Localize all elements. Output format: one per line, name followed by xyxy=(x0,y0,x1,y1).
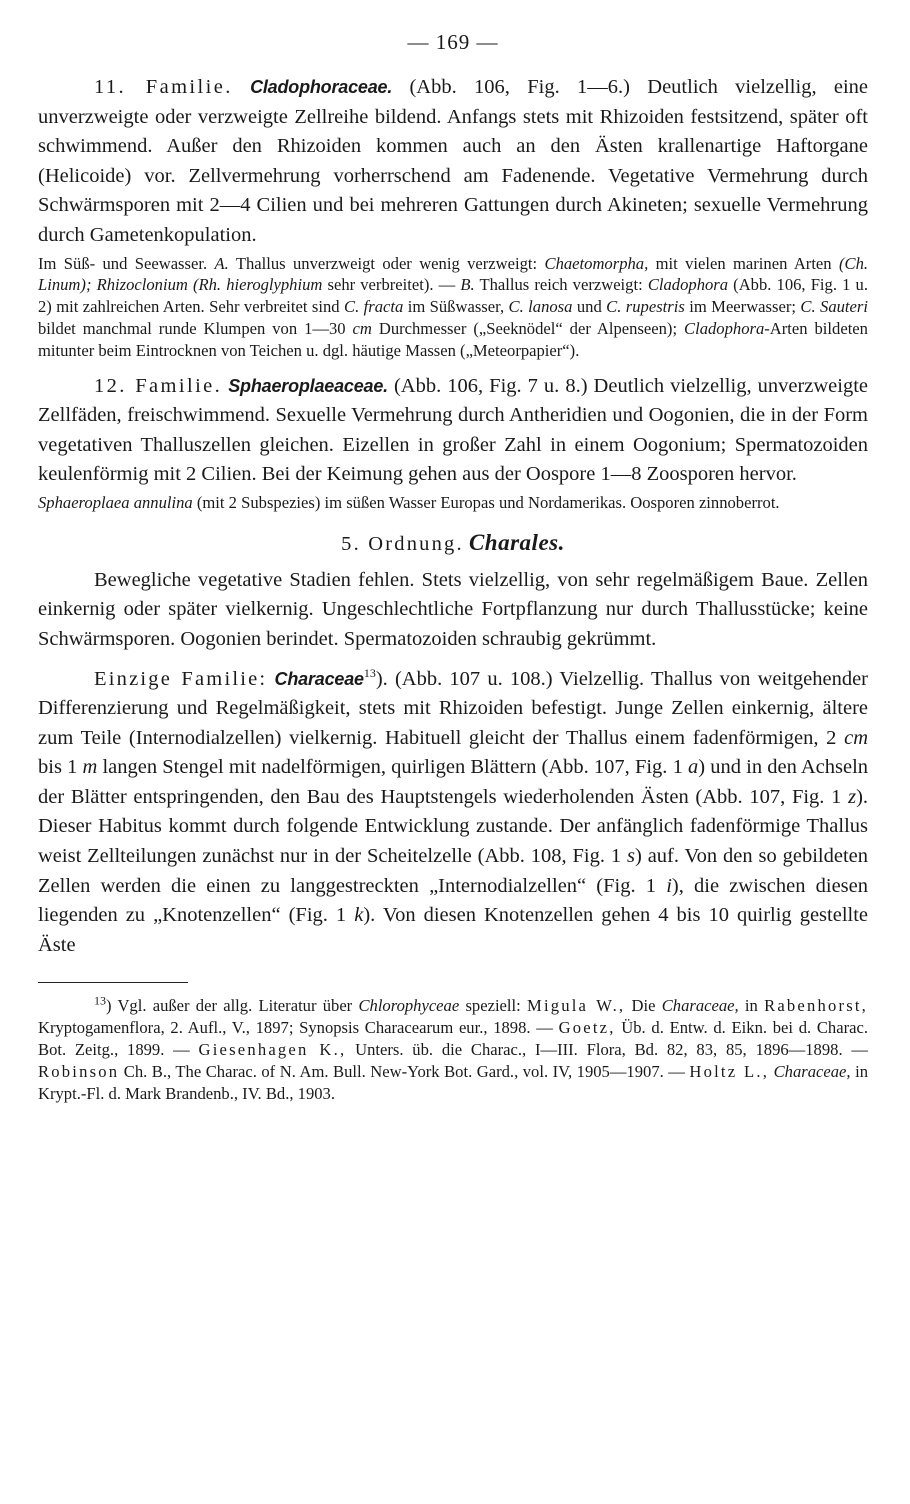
footnote-text: Ch. B., The Charac. of N. Am. Bull. New-York Bot. Gard., vol. IV, 1905—1907. — xyxy=(123,1062,685,1082)
footnote-13 xyxy=(38,995,868,1105)
taxon-characeae: Characeae, xyxy=(773,1062,851,1082)
footnote-text: ) Vgl. außer der allg. Literatur über xyxy=(106,996,353,1016)
footnote-divider xyxy=(38,982,188,983)
taxon-characeae: Characeae, xyxy=(661,996,739,1016)
family-11-text: (Abb. 106, Fig. 1—6.) Deutlich vielzellig, eine unverzweigte oder verzweigte Zellreihe bildend. Anfangs stets mit Rhizoiden festsitzend, später oft schwimmend. Außer den Rhizoiden kommen auch an den Ästen krallenartige Haftorgane (Helicoide) vor. Zellvermehrung vorherrschend am Fadenende. Vegetative Vermehrung durch Schwärmsporen mit 2—4 Cilien und bei mehreren Gattungen durch Akineten; sexuelle Vermehrung durch Gametenkopulation. xyxy=(38,76,869,246)
family-12-text: (Abb. 106, Fig. 7 u. 8.) Deutlich vielzellig, unverzweigte Zellfäden, freischwimmend. Sexuelle Vermehrung durch Antheridien und Oogonien, die in der Form vegetativen Thalluszellen gleichen. Eizellen in großer Zahl in einem Oogonium; Spermatozoiden keulenförmig mit 2 Cilien. Bei der Keimung gehen aus der Oospore 1—8 Zoosporen hervor. xyxy=(38,374,869,486)
body-text: ). Von diesen Knotenzellen gehen 4 bis 10 quirlig gestellte Äste xyxy=(38,904,869,956)
note-letter-b: B. xyxy=(460,275,475,295)
note-letter-a: A. xyxy=(214,253,229,273)
body-text: ) auf. Von den so gebildeten Zellen werden die einen zu langgestreckten „Internodialzellen“ (Fig. 1 xyxy=(38,845,869,897)
order-label: 5. Ordnung. xyxy=(341,532,464,555)
note-text: Thallus unverzweigt oder wenig verzweigt: xyxy=(235,253,538,273)
genus-cladophora: Cladophora xyxy=(647,275,729,295)
note-text: (Abb. 106, Fig. 1 u. 2) mit zahlreichen Arten. Sehr verbreitet sind xyxy=(38,275,868,317)
footnote-text: in xyxy=(744,996,758,1016)
species-ch-linum: (Ch. Linum); xyxy=(38,253,869,295)
author-rabenhorst: Rabenhorst, xyxy=(764,996,869,1016)
page-number: — 169 — xyxy=(407,30,499,54)
genus-cladophora: Cladophora xyxy=(684,318,765,338)
author-migula: Migula W., xyxy=(526,996,626,1016)
note-text: und xyxy=(576,297,602,317)
figure-letter: z xyxy=(848,785,857,808)
note-text: Im Süß- und Seewasser. xyxy=(38,253,208,273)
body-text: ) und in den Achseln der Blätter entspringenden, den Bau des Hauptstengels wiederholenden Ästen (Abb. 107, Fig. 1 xyxy=(38,756,869,808)
species-c-rupestris: C. rupestris xyxy=(606,297,685,317)
unit-m: m xyxy=(82,756,98,779)
footnote-text: Üb. d. Entw. d. Eikn. bei d. Charac. Bot. Zeitg., 1899. — xyxy=(38,1018,868,1060)
family-12-note xyxy=(38,492,868,514)
footnote-ref: 13 xyxy=(363,665,376,680)
body-text: ). Dieser Habitus kommt durch folgende Entwicklung zustande. Der anfänglich fadenförmige Thallus weist Zellteilungen zunächst nur in der Scheitelzelle (Abb. 108, Fig. 1 xyxy=(38,785,869,868)
note-text: Durchmesser („Seeknödel“ der Alpenseen); xyxy=(378,318,678,338)
note-text: sehr verbreitet). — xyxy=(327,275,456,295)
note-text: bildet manchmal runde Klumpen von 1—30 xyxy=(38,318,346,338)
order-taxon: Charales. xyxy=(468,529,565,555)
footnote-text: in Krypt.-Fl. d. Mark Brandenb., IV. Bd., 1903. xyxy=(38,1062,868,1104)
species-c-lanosa: C. lanosa xyxy=(508,297,573,317)
footnote-text: Unters. üb. die Charac., I—III. Flora, Bd. 82, 83, 85, 1896—1898. — xyxy=(355,1040,868,1060)
family-11-taxon: Cladophoraceae. xyxy=(250,77,393,97)
family-11-label: 11. Familie. xyxy=(94,76,233,98)
author-robinson: Robinson xyxy=(38,1062,120,1082)
body-text: ). (Abb. 107 u. 108.) Vielzellig. Thallus von weitgehender Differenzierung und Regelmäßigkeit, stets mit Rhizoiden befestigt. Junge Zellen einkernig, ältere zum Teile (Internodialzellen) vielkernig. Habituell gleicht der Thallus einem fadenförmigen, 2 xyxy=(38,667,869,749)
species-c-fracta: C. fracta xyxy=(344,297,404,317)
footnote-text: Die xyxy=(631,996,656,1016)
genus-rhizoclonium: Rhizoclonium (Rh. hieroglyphium xyxy=(96,275,323,295)
page xyxy=(38,30,868,1105)
body-text: bis 1 xyxy=(38,756,78,779)
unit-cm: cm xyxy=(352,318,372,338)
species-sphaeroplaea-annulina: Sphaeroplaea annulina xyxy=(38,492,193,512)
order-description: Bewegliche vegetative Stadien fehlen. Stets vielzellig, von sehr regelmäßigem Baue. Zellen einkernig oder später vielkernig. Ungeschlechtliche Fortpflanzung nur durch Thallusstücke; keine Schwärmsporen. Oogonien berindet. Spermatozoiden schraubig gekrümmt. xyxy=(38,568,868,650)
species-c-sauteri: C. Sauteri xyxy=(800,297,868,317)
note-text: im Meerwasser; xyxy=(689,297,796,317)
family-12-taxon: Sphaeroplaeaceae. xyxy=(228,375,388,396)
single-family-paragraph xyxy=(38,665,868,961)
single-family-label: Einzige Familie: xyxy=(94,667,268,690)
family-11-note xyxy=(38,253,868,362)
author-goetz: Goetz, xyxy=(558,1018,616,1038)
family-12-paragraph xyxy=(38,372,868,490)
figure-letter: i xyxy=(666,874,672,897)
author-holtz: Holtz L., xyxy=(689,1062,770,1082)
body-text: ), die zwischen diesen liegenden zu „Knotenzellen“ (Fig. 1 xyxy=(38,874,869,927)
author-giesenhagen: Giesenhagen K., xyxy=(198,1040,347,1060)
footnote-text: speziell: xyxy=(465,996,521,1016)
note-text: (mit 2 Subspezies) im süßen Wasser Europas und Nordamerikas. Oosporen zinnoberrot. xyxy=(196,492,780,512)
figure-letter: k xyxy=(354,904,364,927)
note-text: mit vielen marinen Arten xyxy=(655,253,832,273)
taxon-chlorophyceae: Chlorophyceae xyxy=(358,996,460,1016)
unit-cm: cm xyxy=(844,726,868,749)
footnote-number: 13 xyxy=(94,993,106,1008)
figure-letter: s xyxy=(627,845,635,868)
figure-letter: a xyxy=(688,756,699,779)
note-text: Thallus reich verzweigt: xyxy=(479,275,643,295)
note-text: -Arten bildeten mitunter beim Eintrocknen von Teichen u. dgl. häutige Massen („Meteorpapier“). xyxy=(38,318,868,360)
genus-chaetomorpha: Chaetomorpha, xyxy=(544,253,649,273)
footnote-text: Kryptogamenflora, 2. Aufl., V., 1897; Synopsis Characearum eur., 1898. — xyxy=(38,1018,553,1038)
family-12-label: 12. Familie. xyxy=(94,374,223,397)
order-heading xyxy=(38,530,868,556)
note-text: im Süßwasser, xyxy=(407,297,505,317)
single-family-taxon: Characeae xyxy=(274,668,364,689)
body-text: langen Stengel mit nadelförmigen, quirligen Blättern (Abb. 107, Fig. 1 xyxy=(102,756,683,779)
family-11-paragraph xyxy=(38,73,868,251)
